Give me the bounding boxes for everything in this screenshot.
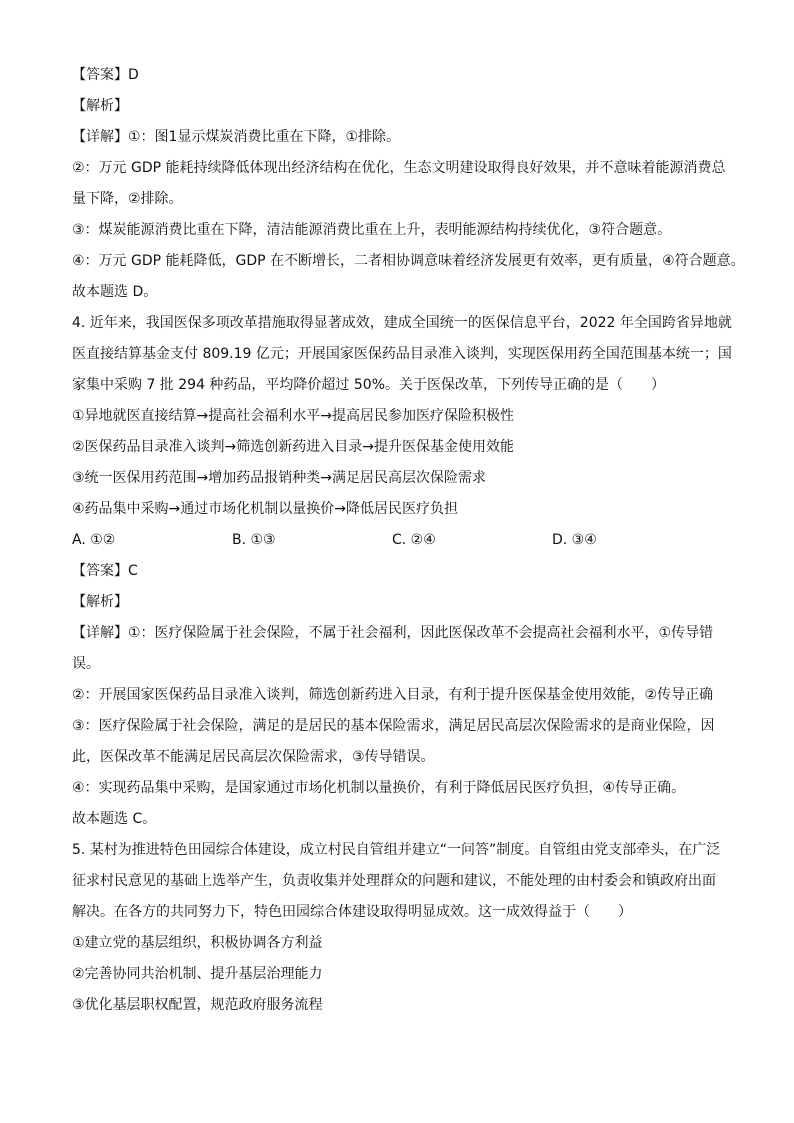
option-d: D. ③④ <box>552 532 597 548</box>
detail-line: 量下降，②排除。 <box>72 191 183 207</box>
question-4-text: 4. 近年来，我国医保多项改革措施取得显著成效，建成全国统一的医保信息平台，2022 年全国跨省异地就 <box>72 315 732 331</box>
statement-item: ①建立党的基层组织，积极协调各方利益 <box>72 935 323 951</box>
detail-line: 【详解】①：医疗保险属于社会保险，不属于社会福利，因此医保改革不会提高社会福利水平，①传导错 <box>72 625 714 641</box>
answer-label: 【答案】C <box>72 563 138 579</box>
detail-line: ④：万元 GDP 能耗降低，GDP 在不断增长，二者相协调意味着经济发展更有效率，更有质量，④符合题意。 <box>72 253 745 269</box>
question-4-text: 医直接结算基金支付 809.19 亿元；开展国家医保药品目录准入谈判，实现医保用药全国范围基本统一；国 <box>72 346 732 362</box>
detail-line: 误。 <box>72 656 100 672</box>
analysis-label: 【解析】 <box>72 98 128 114</box>
question-5-text: 5. 某村为推进特色田园综合体建设，成立村民自管组并建立“一问答”制度。自管组由党支部牵头，在广泛 <box>72 842 721 858</box>
question-5-text: 解决。在各方的共同努力下，特色田园综合体建设取得明显成效。这一成效得益于（ ） <box>72 904 632 920</box>
statement-item: ④药品集中采购→通过市场化机制以量换价→降低居民医疗负担 <box>72 501 459 517</box>
option-b: B. ①③ <box>232 532 276 548</box>
option-c: C. ②④ <box>392 532 436 548</box>
detail-line: ②：万元 GDP 能耗持续降低体现出经济结构在优化，生态文明建设取得良好效果，并不意味着能源消费总 <box>72 160 726 176</box>
question-4-text: 家集中采购 7 批 294 种药品，平均降价超过 50%。关于医保改革，下列传导正确的是（ ） <box>72 377 665 393</box>
statement-item: ③优化基层职权配置，规范政府服务流程 <box>72 997 323 1013</box>
statement-item: ②完善协同共治机制、提升基层治理能力 <box>72 966 323 982</box>
detail-line: 【详解】①：图1显示煤炭消费比重在下降，①排除。 <box>72 129 401 145</box>
conclusion-line: 故本题选 D。 <box>72 284 158 300</box>
answer-label: 【答案】D <box>72 67 139 83</box>
option-a: A. ①② <box>72 532 116 548</box>
statement-item: ②医保药品目录准入谈判→筛选创新药进入目录→提升医保基金使用效能 <box>72 439 515 455</box>
conclusion-line: 故本题选 C。 <box>72 811 157 827</box>
answer-options <box>72 529 728 551</box>
detail-line: ④：实现药品集中采购，是国家通过市场化机制以量换价，有利于降低居民医疗负担，④传导正确。 <box>72 780 686 796</box>
analysis-label: 【解析】 <box>72 594 128 610</box>
document-page <box>72 64 745 1025</box>
statement-item: ③统一医保用药范围→增加药品报销种类→满足居民高层次保险需求 <box>72 470 487 486</box>
detail-line: ②：开展国家医保药品目录准入谈判，筛选创新药进入目录，有利于提升医保基金使用效能，②传导正确 <box>72 687 714 703</box>
statement-item: ①异地就医直接结算→提高社会福利水平→提高居民参加医疗保险积极性 <box>72 408 515 424</box>
detail-line: ③：医疗保险属于社会保险，满足的是居民的基本保险需求，满足居民高层次保险需求的是商业保险，因 <box>72 718 715 734</box>
question-5-text: 征求村民意见的基础上选举产生，负责收集并处理群众的问题和建议，不能处理的由村委会和镇政府出面 <box>72 873 716 889</box>
detail-line: ③：煤炭能源消费比重在下降，清洁能源消费比重在上升，表明能源结构持续优化，③符合题意。 <box>72 222 672 238</box>
detail-line: 此，医保改革不能满足居民高层次保险需求，③传导错误。 <box>72 749 435 765</box>
